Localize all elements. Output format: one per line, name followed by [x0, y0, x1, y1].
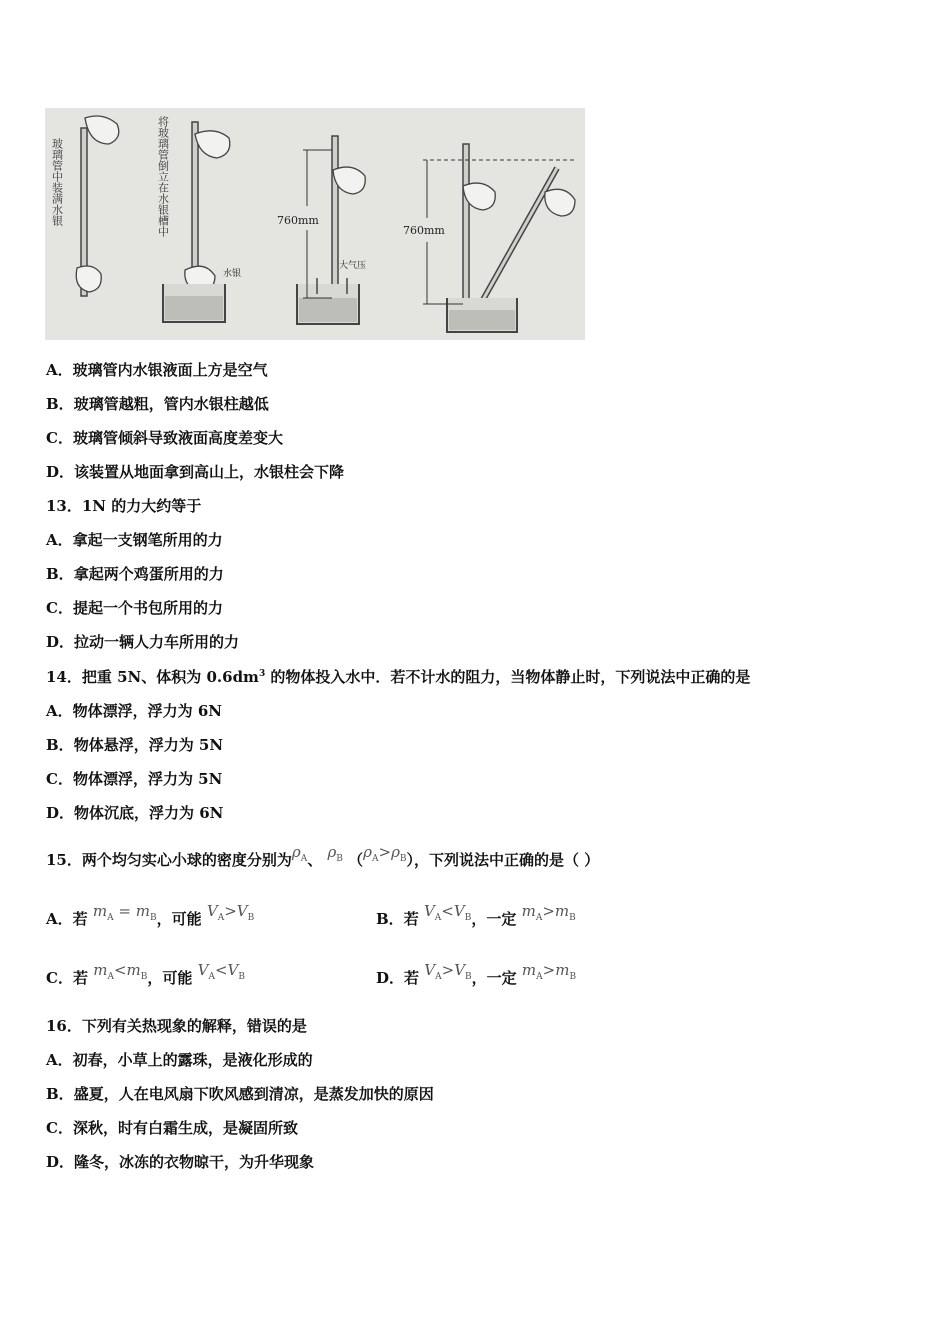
option-text: 盛夏，人在电风扇下吹风感到清凉，是蒸发加快的原因 [73, 1085, 434, 1103]
q15-option-d: D．若 $V_A>V_B$，一定 $m_A>m_B$ [376, 961, 577, 987]
rho-relation: $\rho_A>\rho_B$ [363, 843, 407, 864]
option-text: 玻璃管倾斜导致液面高度差变大 [72, 429, 283, 447]
q16-option-b [46, 1085, 434, 1103]
option-text: 隆冬，冰冻的衣物晾干，为升华现象 [74, 1153, 315, 1171]
label-height-a: 760mm [277, 214, 319, 227]
q12-option-c [46, 429, 283, 447]
label-step2: 将玻璃管倒立在水银槽中 [156, 116, 170, 237]
q14-stem [46, 668, 750, 689]
q13-stem: 13．1N 的力大约等于 [46, 497, 202, 515]
q15-option-b: B．若 $V_A<V_B$，一定 $m_A>m_B$ [376, 902, 576, 928]
stem-text: 14．把重 5N、体积为 0.6dm [46, 668, 259, 686]
q14-option-c [46, 770, 222, 788]
option-text: 拿起两个鸡蛋所用的力 [73, 565, 224, 583]
q16-option-d [46, 1153, 314, 1171]
option-letter: B． [46, 736, 74, 754]
q15-option-a: A．若 $m_A = m_B$，可能 $V_A>V_B$ [46, 902, 255, 928]
option-text: 物体悬浮，浮力为 5N [73, 736, 224, 754]
q15-stem [46, 843, 600, 876]
option-letter: A． [46, 361, 73, 379]
option-letter: D． [46, 633, 75, 651]
q13-option-b [46, 565, 224, 583]
q14-option-b [46, 736, 223, 754]
option-letter: A． [46, 702, 73, 720]
rho-b: $\rho_B$ [327, 843, 343, 864]
option-letter: C． [46, 1119, 73, 1137]
q14-option-a [46, 702, 222, 720]
option-text: 拿起一支钢笔所用的力 [72, 531, 223, 549]
stem-superscript: 3 [258, 669, 266, 679]
label-mercury: 水银 [223, 269, 242, 279]
q16-option-c [46, 1119, 298, 1137]
stem-text: 的物体投入水中．若不计水的阻力，当物体静止时，下列说法中正确的是 [265, 668, 751, 686]
option-letter: B． [46, 1085, 74, 1103]
option-letter: A． [46, 1051, 73, 1069]
q14-option-d [46, 804, 223, 822]
option-text: 物体漂浮，浮力为 6N [72, 702, 223, 720]
paren: （ [348, 851, 364, 869]
label-height-b: 760mm [403, 224, 445, 237]
option-letter: C． [46, 599, 73, 617]
option-text: 玻璃管越粗，管内水银柱越低 [73, 395, 269, 413]
option-text: 物体沉底，浮力为 6N [74, 804, 224, 822]
separator: 、 [307, 851, 323, 869]
rho-a: $\rho_A$ [291, 843, 308, 864]
option-text: 该装置从地面拿到高山上，水银柱会下降 [74, 463, 345, 481]
stem-text: 15．两个均匀实心小球的密度分别为 [46, 851, 292, 869]
option-letter: D． [46, 1153, 75, 1171]
option-text: 拉动一辆人力车所用的力 [74, 633, 240, 651]
label-step1: 玻璃管中装满水银 [50, 138, 64, 226]
option-letter: C． [46, 429, 73, 447]
q15-option-c: C．若 $m_A<m_B$，可能 $V_A<V_B$ [46, 961, 246, 987]
q12-option-b [46, 395, 269, 413]
q12-option-d [46, 463, 344, 481]
q13-option-d [46, 633, 239, 651]
q13-option-a [46, 531, 223, 549]
option-letter: D． [46, 463, 75, 481]
label-atm: 大气压 [339, 261, 367, 271]
q16-stem: 16．下列有关热现象的解释，错误的是 [46, 1017, 307, 1035]
q16-option-a [46, 1051, 313, 1069]
option-text: 初春，小草上的露珠，是液化形成的 [72, 1051, 313, 1069]
q13-option-c [46, 599, 223, 617]
q12-option-a [46, 361, 268, 379]
option-text: 玻璃管内水银液面上方是空气 [72, 361, 268, 379]
option-letter: D． [46, 804, 75, 822]
torricelli-figure [45, 108, 585, 340]
option-letter: B． [46, 565, 74, 583]
option-text: 提起一个书包所用的力 [72, 599, 223, 617]
option-letter: C． [46, 770, 73, 788]
option-text: 深秋，时有白霜生成，是凝固所致 [72, 1119, 298, 1137]
option-text: 物体漂浮，浮力为 5N [72, 770, 223, 788]
stem-text: ），下列说法中正确的是（ ） [406, 851, 600, 869]
torricelli-illustration [45, 108, 585, 340]
option-letter: A． [46, 531, 73, 549]
option-letter: B． [46, 395, 74, 413]
